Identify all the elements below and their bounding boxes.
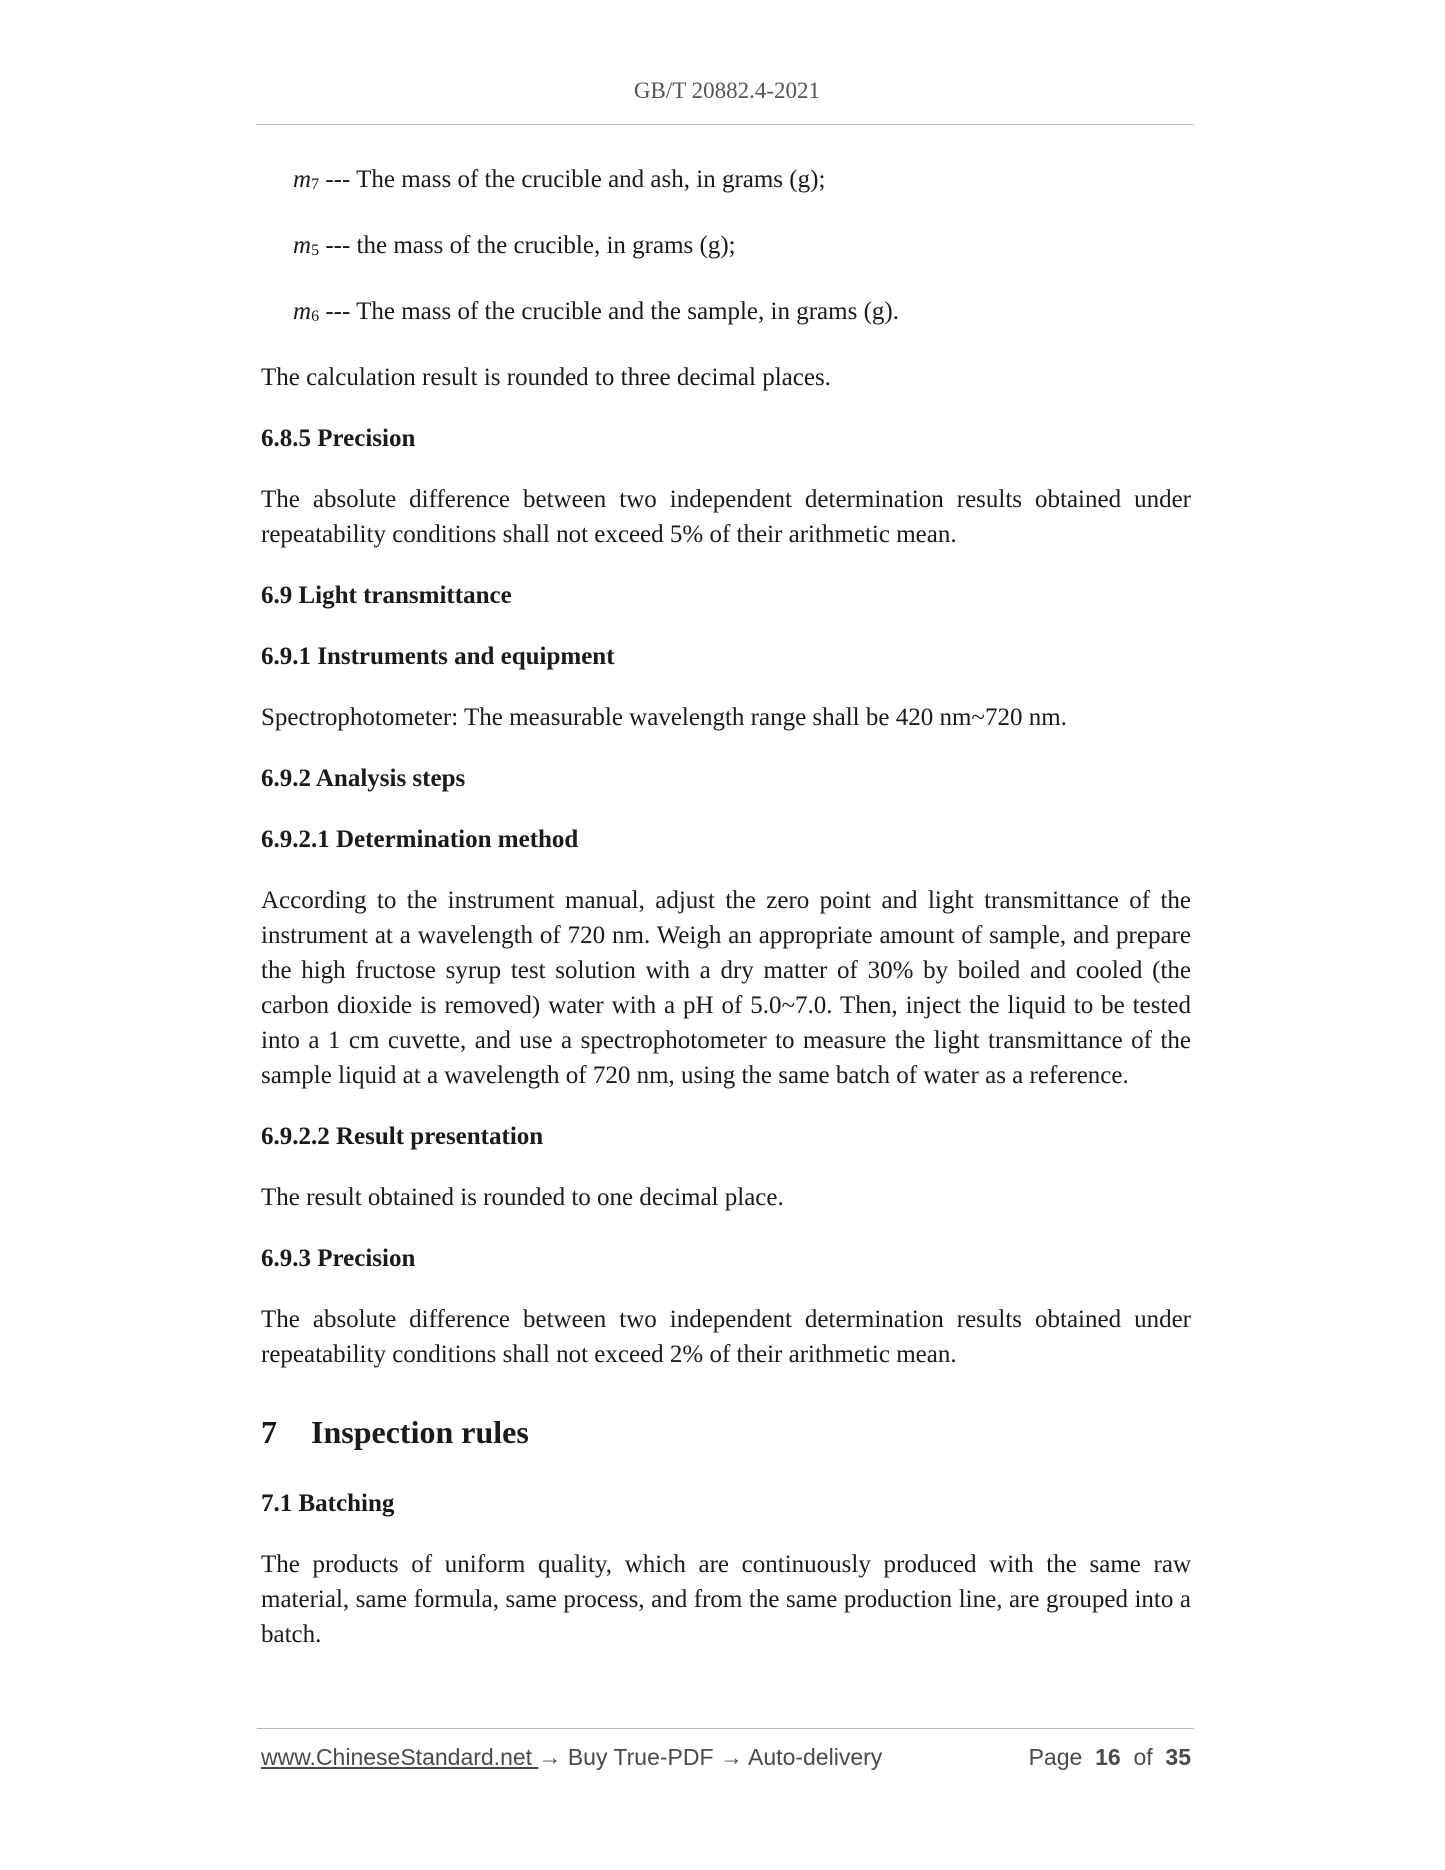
symbol-desc: --- The mass of the crucible and the sample, in grams (g). [319, 298, 899, 325]
paragraph-6-9-2-2: The result obtained is rounded to one decimal place. [261, 1184, 784, 1211]
symbol-desc: --- The mass of the crucible and ash, in grams (g); [319, 166, 826, 193]
heading-6-9-2-1: 6.9.2.1 Determination method [261, 826, 579, 853]
symbol-var: m [293, 232, 312, 259]
symbol-sub: 6 [311, 308, 320, 325]
symbol-definition-m5 [293, 228, 1191, 268]
footer-divider [257, 1728, 1194, 1729]
paragraph-7-1: The products of uniform quality, which are continuously produced with the same raw material, same formula, same process, and from the same production line, are grouped into a batch. [261, 1551, 1191, 1648]
heading-6-9-2: 6.9.2 Analysis steps [261, 765, 466, 792]
page-total: 35 [1165, 1744, 1191, 1770]
paragraph-6-9-1: Spectrophotometer: The measurable wavelength range shall be 420 nm~720 nm. [261, 704, 1067, 731]
arrow-right-icon: → [719, 1744, 743, 1770]
calc-result-paragraph: The calculation result is rounded to three decimal places. [261, 364, 831, 391]
heading-7 [261, 1412, 1191, 1452]
heading-6-8-5: 6.8.5 Precision [261, 425, 416, 452]
heading-7-title: Inspection rules [311, 1414, 529, 1450]
heading-6-9-1: 6.9.1 Instruments and equipment [261, 643, 615, 670]
arrow-right-icon: → [538, 1744, 562, 1770]
paragraph-6-9-2-1: According to the instrument manual, adjust the zero point and light transmittance of the instrument at a wavelength of 720 nm. Weigh an appropriate amount of sample, and prepare the high fructose syrup test solution with a dry matter of 30% by boiled and cooled (the carbon dioxide is removed) water with a pH of 5.0~7.0. Then, inject the liquid to be tested into a 1 cm cuvette, and use a spectrophotometer to measure the light transmittance of the sample liquid at a wavelength of 720 nm, using the same batch of water as a reference. [261, 887, 1191, 1089]
website-link[interactable]: www.ChineseStandard.net [261, 1744, 539, 1770]
of-label: of [1133, 1744, 1153, 1770]
buy-pdf-text: Buy True-PDF [561, 1744, 720, 1770]
page-label: Page [1028, 1744, 1083, 1770]
paragraph-6-9-3: The absolute difference between two independent determination results obtained under repeatability conditions shall not exceed 2% of their arithmetic mean. [261, 1306, 1191, 1368]
symbol-var: m [293, 166, 312, 193]
heading-6-9: 6.9 Light transmittance [261, 582, 512, 609]
heading-6-9-2-2: 6.9.2.2 Result presentation [261, 1123, 544, 1150]
symbol-definition-m7 [293, 162, 1191, 202]
symbol-var: m [293, 298, 312, 325]
symbol-definition-m6 [293, 294, 1191, 334]
page-current: 16 [1095, 1744, 1121, 1770]
paragraph-6-8-5: The absolute difference between two independent determination results obtained under repeatability conditions shall not exceed 5% of their arithmetic mean. [261, 486, 1191, 548]
auto-delivery-text: Auto-delivery [742, 1744, 883, 1770]
heading-7-number: 7 [261, 1414, 277, 1450]
page-content [261, 162, 1191, 1678]
symbol-sub: 5 [311, 242, 320, 259]
footer-promo [261, 1744, 882, 1771]
page-header: GB/T 20882.4-2021 [633, 78, 821, 103]
heading-7-1: 7.1 Batching [261, 1490, 395, 1517]
symbol-desc: --- the mass of the crucible, in grams (g); [319, 232, 736, 259]
header-divider [257, 124, 1194, 125]
symbol-sub: 7 [311, 176, 320, 193]
page-number [1029, 1744, 1191, 1771]
heading-6-9-3: 6.9.3 Precision [261, 1245, 416, 1272]
